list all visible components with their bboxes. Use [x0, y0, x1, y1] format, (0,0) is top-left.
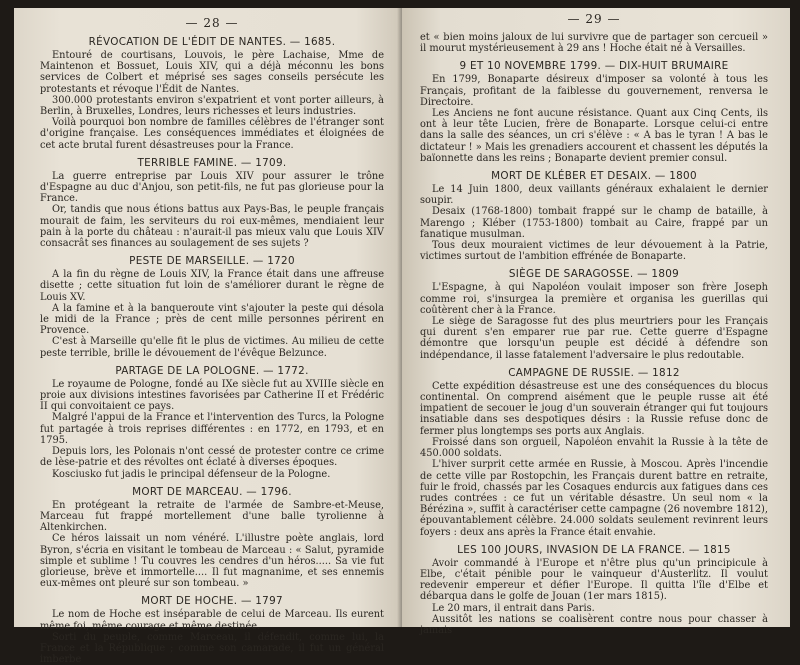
paragraph: Tous deux mouraient victimes de leur dévouement à la Patrie, victimes surtout de l'ambition effrénée de Bonaparte.: [420, 240, 768, 263]
paragraph: Le 14 Juin 1800, deux vaillants généraux exhalaient le dernier soupir.: [420, 184, 768, 207]
paragraph: Sorti du peuple, comme Marceau, il défendit, comme lui, la France et la République ; comme son camarade, il fut un général imberbe: [40, 631, 384, 665]
section-title: CAMPAGNE DE RUSSIE. — 1812: [508, 366, 680, 379]
section-kleber-desaix: [420, 170, 768, 262]
paragraph: Le nom de Hoche est inséparable de celui de Marceau. Ils eurent même foi, même courage et même destinée.: [40, 609, 384, 632]
section-title: PESTE DE MARSEILLE. — 1720: [129, 255, 295, 268]
page-number: — 28 —: [185, 16, 239, 30]
paragraph: Le siège de Saragosse fut des plus meurtriers pour les Français qui durent s'en emparer rue par rue. Cette guerre d'Espagne démontre que lorsqu'un peuple est décidé à défendre son indépendance, il lasse fatalement l'adversaire le plus redoutable.: [420, 316, 768, 361]
paragraph: Kosciusko fut jadis le principal défenseur de la Pologne.: [52, 468, 331, 480]
paragraph: Les Anciens ne font aucune résistance. Quant aux Cinq Cents, ils ont à leur tête Lucien, frère de Bonaparte. Lorsque celui-ci entre dans la salle des séances, un cri s'élève : « A bas le tyran ! A bas le dictateur ! » Mais les grenadiers accourent et chassent les députés la baïonnette dans les reins ; Bonaparte devient premier consul.: [420, 108, 768, 164]
paragraph: et « bien moins jaloux de lui survivre que de partager son cercueil » il mourut mystérieusement à 29 ans ! Hoche était né à Versailles.: [420, 32, 768, 55]
section-title: LES 100 JOURS, INVASION DE LA FRANCE. — 1815: [457, 543, 731, 556]
paragraph: Ce héros laissait un nom vénéré. L'illustre poète anglais, lord Byron, s'écria en visitant le tombeau de Marceau : « Salut, pyramide simple et sublime ! Tu couvres les cendres d'un héros..... Sa vie fut glorieuse, brève et immortelle.... Il fut magnanime, et ses ennemis eux-mêmes ont pleuré sur son tombeau. »: [40, 533, 384, 590]
section-saragosse: [420, 268, 768, 360]
paragraph: Cette expédition désastreuse est une des conséquences du blocus continental. On comprend aisément que le peuple russe ait été impatient de secouer le joug d'un souverain étranger qui fut toujours insatiable dans ses despotiques désirs : la Russie refuse donc de fermer plus longtemps ses ports aux Anglais.: [420, 380, 768, 437]
section-title: RÉVOCATION DE L'ÉDIT DE NANTES. — 1685.: [88, 36, 336, 48]
paragraph: C'est à Marseille qu'elle fit le plus de victimes. Au milieu de cette peste terrible, brille le dévouement de l'évêque Belzunce.: [40, 336, 384, 359]
page-number: — 29 —: [567, 12, 621, 26]
left-page: [14, 8, 402, 665]
section-revocation: [40, 36, 384, 151]
paragraph: 300.000 protestants environ s'expatrient et vont porter ailleurs, à Berlin, à Bruxelles, Londres, leurs richesses et leurs industries.: [40, 94, 384, 118]
section-pologne: [40, 365, 384, 480]
section-title: MORT DE HOCHE. — 1797: [141, 595, 283, 608]
paragraph: A la famine et à la banqueroute vint s'ajouter la peste qui désola le midi de la France ; près de cent mille personnes périrent en Provence.: [40, 302, 384, 337]
paragraph: L'Espagne, à qui Napoléon voulait imposer son frère Joseph comme roi, s'insurgea la première et organisa les guerillas qui coûtèrent cher à la France.: [420, 282, 768, 316]
section-peste: [40, 255, 384, 359]
section-title: TERRIBLE FAMINE. — 1709.: [137, 156, 287, 169]
paragraph: Depuis lors, les Polonais n'ont cessé de protester contre ce crime de lèse-patrie et des révoltes ont éclaté à diverses époques.: [40, 446, 384, 469]
section-title: SIÈGE DE SARAGOSSE. — 1809: [508, 268, 680, 281]
section-title: 9 ET 10 NOVEMBRE 1799. — DIX-HUIT BRUMAIRE: [459, 60, 729, 73]
paragraph: Le royaume de Pologne, fondé au IXe siècle fut au XVIIIe siècle en proie aux divisions intestines favorisées par Catherine II et Frédéric II qui convoitaient ce pays.: [40, 378, 384, 413]
paragraph: Desaix (1768-1800) tombait frappé sur le champ de bataille, à Marengo ; Kléber (1753-1800) tombait au Caire, frappé par un fanatique musulman.: [420, 206, 768, 240]
paragraph: La guerre entreprise par Louis XIV pour assurer le trône d'Espagne au duc d'Anjou, son petit-fils, ne fut pas glorieuse pour la France.: [40, 170, 384, 205]
paragraph: Voilà pourquoi bon nombre de familles célèbres de l'étranger sont d'origine française. Les conséquences immédiates et éloignées de cet acte brutal furent désastreuses pour la France.: [40, 117, 384, 151]
paragraph: Malgré l'appui de la France et l'intervention des Turcs, la Pologne fut partagée à trois reprises différentes : en 1772, en 1793, et en 1795.: [40, 412, 384, 446]
section-famine: [40, 157, 384, 249]
section-title: PARTAGE DE LA POLOGNE. — 1772.: [115, 364, 309, 377]
right-page: [402, 8, 790, 636]
paragraph: Froissé dans son orgueil, Napoléon envahit la Russie à la tête de 450.000 soldats.: [420, 436, 768, 460]
paragraph: L'hiver surprit cette armée en Russie, à Moscou. Après l'incendie de cette ville par Rostopchin, les Français durent battre en retraite, fuir le froid, chassés par les Cosaques endurcis aux fatigues dans ces rudes contrées : ce fut un véritable désastre. Un seul nom « la Bérézina », suffit à caractériser cette campagne (26 novembre 1812), épouvantablement célèbre. 24.000 soldats seulement revinrent leurs foyers : deux ans après la France était envahie.: [420, 459, 768, 538]
section-cent-jours: [420, 544, 768, 636]
section-hoche: [40, 595, 384, 665]
section-title: MORT DE KLÉBER ET DESAIX. — 1800: [491, 170, 697, 183]
paragraph: Entouré de courtisans, Louvois, le père Lachaise, Mme de Maintenon et Bossuet, Louis XIV, qui a déjà méconnu les bons services de Colbert et méprisé ses sages conseils persécute les protestants et révoque l'Édit de Nantes.: [40, 50, 384, 95]
section-title: MORT DE MARCEAU. — 1796.: [132, 485, 292, 498]
paragraph: Avoir commandé à l'Europe et n'être plus qu'un principicule à Elbe, c'était pénible pour le vainqueur d'Austerlitz. Il voulut redevenir empereur et défier l'Europe. Il quitta l'île d'Elbe et débarqua dans le golfe de Jouan (1er mars 1815).: [420, 557, 768, 603]
section-russie: [420, 367, 768, 538]
paragraph: Le 20 mars, il entrait dans Paris.: [432, 602, 595, 614]
section-marceau: [40, 486, 384, 590]
paragraph: Aussitôt les nations se coalisèrent contre nous pour chasser à jamais: [420, 613, 768, 636]
paragraph: Or, tandis que nous étions battus aux Pays-Bas, le peuple français mourait de faim, les serviteurs du roi eux-mêmes, mendiaient leur pain à la porte du château : n'aurait-il pas mieux valu que Louis XIV consacrât ses finances au soulagement de ses sujets ?: [40, 204, 384, 250]
paragraph: A la fin du règne de Louis XIV, la France était dans une affreuse disette ; cette situation fut loin de s'améliorer durant le règne de Louis XV.: [40, 269, 384, 303]
paragraph: En protégeant la retraite de l'armée de Sambre-et-Meuse, Marceau fut frappé mortellement d'une balle tyrolienne à Altenkirchen.: [40, 499, 384, 534]
section-brumaire: [420, 60, 768, 164]
paragraph: En 1799, Bonaparte désireux d'imposer sa volonté à tous les Français, profitant de la faiblesse du gouvernement, renversa le Directoire.: [420, 74, 768, 108]
